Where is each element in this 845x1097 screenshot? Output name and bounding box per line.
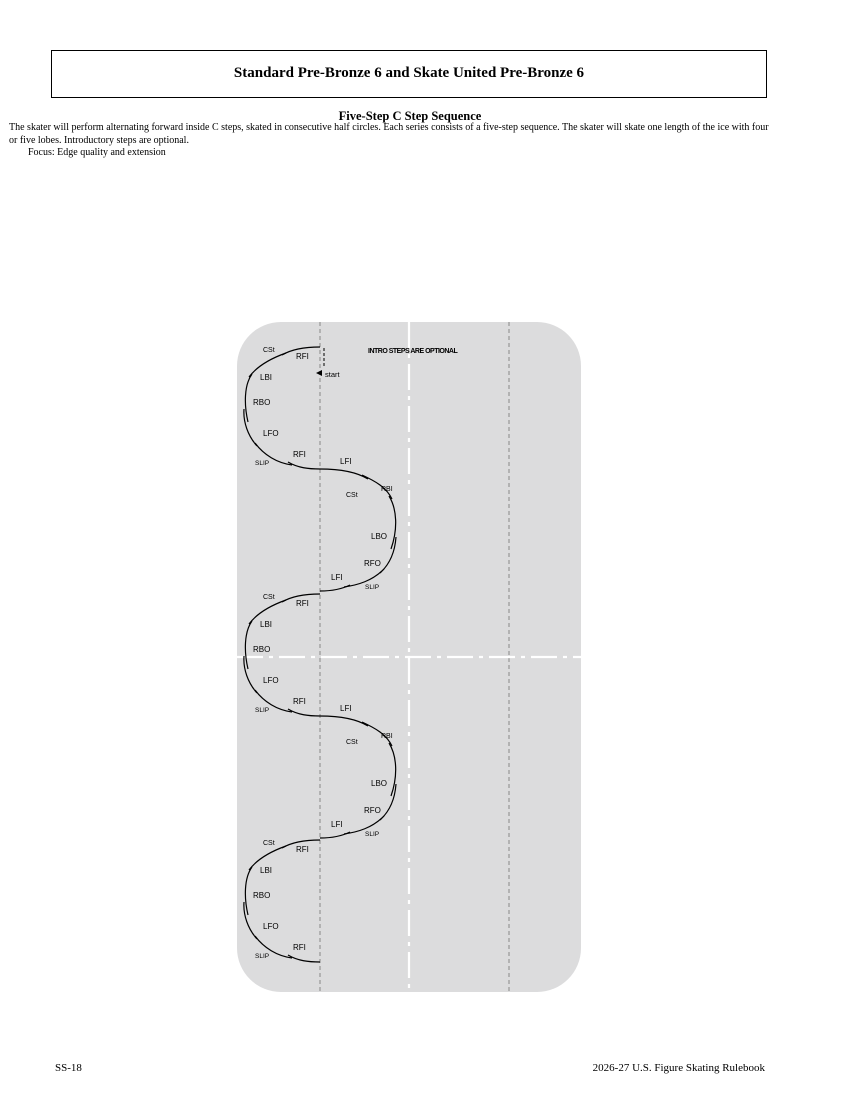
- edge-label: LFO: [263, 676, 279, 685]
- edge-label: SLIP: [365, 831, 380, 838]
- edge-label: LFI: [331, 820, 343, 829]
- rulebook-title: 2026-27 U.S. Figure Skating Rulebook: [592, 1062, 765, 1074]
- edge-label: CSt: [346, 739, 358, 746]
- edge-label: CSt: [346, 492, 358, 499]
- edge-label: SLIP: [365, 584, 380, 591]
- edge-label: RFI: [293, 943, 306, 952]
- edge-label: LBO: [371, 532, 388, 541]
- edge-label: LFI: [331, 573, 343, 582]
- edge-label: CSt: [263, 347, 275, 354]
- edge-label: SLIP: [255, 460, 270, 467]
- edge-label: LBI: [260, 866, 273, 875]
- edge-label: LFO: [263, 429, 279, 438]
- section-description: The skater will perform alternating forward inside C steps, skated in consecutive half circles. Each series consists of a five-step sequence. The skater will skate one length of the ice with four or five lobes. Introductory steps are optional.: [9, 122, 769, 146]
- edge-label: CSt: [263, 840, 275, 847]
- edge-label: LBO: [371, 779, 388, 788]
- edge-label: RFI: [296, 845, 309, 854]
- intro-note: INTRO STEPS ARE OPTIONAL: [368, 348, 458, 355]
- edge-label: RFI: [293, 697, 306, 706]
- edge-label: LFI: [340, 704, 352, 713]
- edge-label: RFI: [296, 599, 309, 608]
- focus-note: Focus: Edge quality and extension: [28, 147, 166, 158]
- edge-label: RBI: [381, 486, 393, 493]
- edge-label: RFO: [364, 806, 381, 815]
- edge-label: LBI: [260, 620, 273, 629]
- edge-label: RBO: [253, 398, 271, 407]
- start-label: start: [325, 370, 340, 379]
- page-title: Standard Pre-Bronze 6 and Skate United Pre-Bronze 6: [233, 65, 585, 81]
- edge-label: LFI: [340, 457, 352, 466]
- edge-label: SLIP: [255, 953, 270, 960]
- edge-label: RFO: [364, 559, 381, 568]
- edge-label: LFO: [263, 922, 279, 931]
- page-number: SS-18: [55, 1062, 82, 1074]
- edge-label: RBI: [381, 733, 393, 740]
- edge-label: RBO: [253, 645, 271, 654]
- edge-label: CSt: [263, 594, 275, 601]
- section-heading: Five-Step C Step Sequence: [338, 109, 482, 123]
- edge-label: SLIP: [255, 707, 270, 714]
- edge-label: RFI: [293, 450, 306, 459]
- edge-label: RBO: [253, 891, 271, 900]
- edge-label: LBI: [260, 373, 273, 382]
- edge-label: RFI: [296, 352, 309, 361]
